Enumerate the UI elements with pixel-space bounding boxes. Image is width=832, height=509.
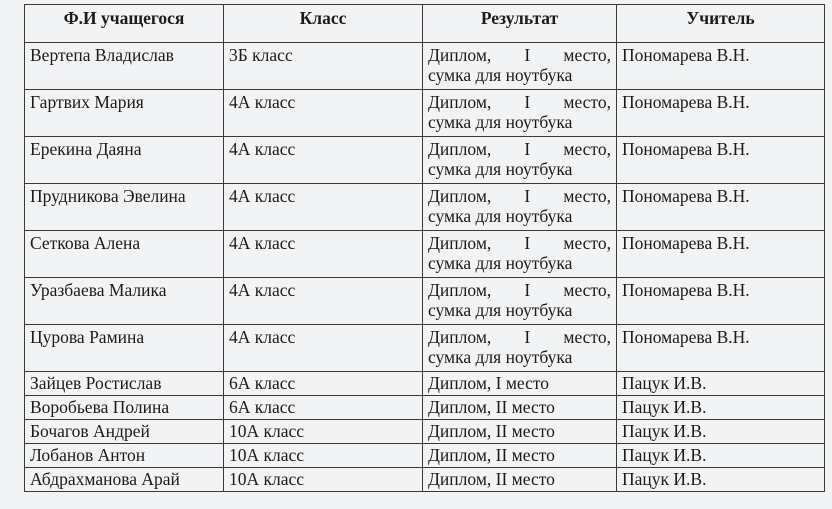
class-cell: 3Б класс	[224, 43, 423, 90]
result-line-2: сумка для ноутбука	[428, 300, 573, 320]
class-cell: 10А класс	[224, 444, 423, 468]
result-word: место,	[563, 327, 611, 347]
result-cell	[423, 278, 617, 325]
student-name-cell: Бочагов Андрей	[25, 420, 224, 444]
result-line-2: сумка для ноутбука	[428, 159, 573, 179]
student-name-cell: Цурова Рамина	[25, 325, 224, 372]
result-word: I	[524, 186, 531, 206]
result-line-1	[428, 327, 611, 347]
result-cell: Диплом, II место	[423, 468, 617, 492]
class-cell: 6А класс	[224, 372, 423, 396]
result-line-2: сумка для ноутбука	[428, 253, 573, 273]
header-result: Результат	[423, 5, 617, 43]
result-line-2: сумка для ноутбука	[428, 206, 573, 226]
class-cell: 4А класс	[224, 231, 423, 278]
teacher-cell: Пацук И.В.	[617, 444, 825, 468]
result-word: Диплом,	[428, 139, 492, 159]
student-name-cell: Зайцев Ростислав	[25, 372, 224, 396]
table-row	[25, 325, 825, 372]
result-line-1	[428, 139, 611, 159]
class-cell: 4А класс	[224, 184, 423, 231]
student-name-cell: Гартвих Мария	[25, 90, 224, 137]
result-word: место,	[563, 280, 611, 300]
student-name-cell: Абдрахманова Арай	[25, 468, 224, 492]
student-name-cell: Воробьева Полина	[25, 396, 224, 420]
result-cell	[423, 90, 617, 137]
table-row	[25, 137, 825, 184]
result-line-1	[428, 45, 611, 65]
result-word: I	[524, 45, 531, 65]
teacher-cell: Пономарева В.Н.	[617, 90, 825, 137]
result-cell	[423, 137, 617, 184]
teacher-cell: Пономарева В.Н.	[617, 184, 825, 231]
table-row	[25, 396, 825, 420]
table-row	[25, 184, 825, 231]
result-cell: Диплом, II место	[423, 420, 617, 444]
result-word: Диплом,	[428, 280, 492, 300]
header-teacher: Учитель	[617, 5, 825, 43]
result-word: место,	[563, 139, 611, 159]
result-word: I	[524, 92, 531, 112]
teacher-cell: Пацук И.В.	[617, 396, 825, 420]
result-line-1	[428, 233, 611, 253]
teacher-cell: Пацук И.В.	[617, 468, 825, 492]
table-row	[25, 231, 825, 278]
result-line-2: сумка для ноутбука	[428, 347, 573, 367]
class-cell: 6А класс	[224, 396, 423, 420]
result-cell: Диплом, II место	[423, 444, 617, 468]
table-row	[25, 420, 825, 444]
table-body	[25, 43, 825, 492]
table-row	[25, 43, 825, 90]
student-name-cell: Уразбаева Малика	[25, 278, 224, 325]
result-cell	[423, 184, 617, 231]
result-cell: Диплом, I место	[423, 372, 617, 396]
student-name-cell: Лобанов Антон	[25, 444, 224, 468]
result-word: место,	[563, 92, 611, 112]
student-name-cell: Сеткова Алена	[25, 231, 224, 278]
class-cell: 4А класс	[224, 325, 423, 372]
table-row	[25, 468, 825, 492]
result-word: I	[524, 233, 531, 253]
result-cell	[423, 43, 617, 90]
teacher-cell: Пономарева В.Н.	[617, 231, 825, 278]
table-row	[25, 444, 825, 468]
result-word: I	[524, 139, 531, 159]
class-cell: 4А класс	[224, 90, 423, 137]
result-line-2: сумка для ноутбука	[428, 112, 573, 132]
student-name-cell: Прудникова Эвелина	[25, 184, 224, 231]
teacher-cell: Пономарева В.Н.	[617, 137, 825, 184]
result-cell	[423, 231, 617, 278]
teacher-cell: Пономарева В.Н.	[617, 325, 825, 372]
table-row	[25, 278, 825, 325]
result-cell: Диплом, II место	[423, 396, 617, 420]
student-name-cell: Вертепа Владислав	[25, 43, 224, 90]
teacher-cell: Пономарева В.Н.	[617, 278, 825, 325]
teacher-cell: Пацук И.В.	[617, 420, 825, 444]
result-word: Диплом,	[428, 186, 492, 206]
result-line-2: сумка для ноутбука	[428, 65, 573, 85]
result-word: Диплом,	[428, 92, 492, 112]
result-line-1	[428, 186, 611, 206]
class-cell: 4А класс	[224, 278, 423, 325]
table-row	[25, 90, 825, 137]
result-cell	[423, 325, 617, 372]
header-row	[25, 5, 825, 43]
results-table	[24, 4, 825, 492]
result-word: Диплом,	[428, 327, 492, 347]
header-class: Класс	[224, 5, 423, 43]
table-row	[25, 372, 825, 396]
class-cell: 10А класс	[224, 468, 423, 492]
result-line-1	[428, 280, 611, 300]
result-word: место,	[563, 233, 611, 253]
teacher-cell: Пономарева В.Н.	[617, 43, 825, 90]
result-word: место,	[563, 186, 611, 206]
result-word: место,	[563, 45, 611, 65]
header-student-name: Ф.И учащегося	[25, 5, 224, 43]
class-cell: 4А класс	[224, 137, 423, 184]
student-name-cell: Ерекина Даяна	[25, 137, 224, 184]
result-word: I	[524, 280, 531, 300]
result-line-1	[428, 92, 611, 112]
result-word: I	[524, 327, 531, 347]
teacher-cell: Пацук И.В.	[617, 372, 825, 396]
result-word: Диплом,	[428, 233, 492, 253]
class-cell: 10А класс	[224, 420, 423, 444]
result-word: Диплом,	[428, 45, 492, 65]
